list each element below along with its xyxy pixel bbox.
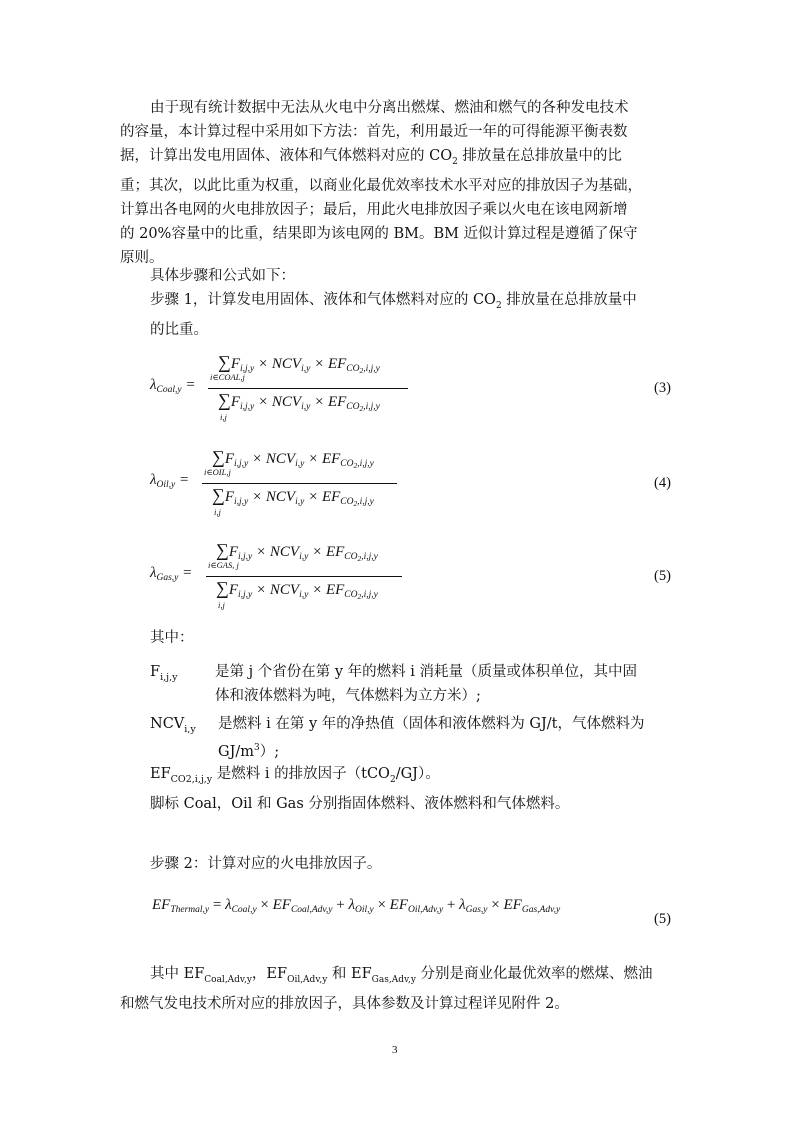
closing-paragraph (120, 962, 680, 1016)
equation-4 (150, 445, 680, 525)
intro-line-2: 的容量，本计算过程中采用如下方法：首先，利用最近一年的可得能源平衡表数 (120, 124, 628, 140)
equation-thermal (150, 895, 680, 935)
intro-line-3-sub: 2 (452, 156, 458, 167)
eq5-number: (5) (654, 568, 671, 584)
intro-line-1: 由于现有统计数据中无法从火电中分离出燃煤、燃油和燃气的各种发电技术 (150, 100, 629, 116)
eq4-number: (4) (654, 475, 671, 491)
step1-line-1 (150, 288, 680, 318)
intro-line-7: 原则。 (120, 249, 164, 266)
eq3-lhs: $\lambda_{Coal,y}$ = (150, 377, 196, 395)
eq3-denominator: $\sum F_{i,j,y} \times NCV_{i,y} \times EF_{CO_2,i,j,y}$ (218, 390, 380, 413)
step1-b: 排放量在总排放量中 (501, 292, 637, 308)
step2-title: 步骤 2：计算对应的火电排放因子。 (150, 856, 382, 872)
eq5-num-under: i∈GAS, j (208, 560, 239, 570)
def-f-line-2: 体和液体燃料为吨，气体燃料为立方米）; (215, 688, 481, 704)
def-ef: $EF_{CO2,i,j,y}$ 是燃料 i 的排放因子（tCO$_2$/GJ）。 (150, 766, 440, 785)
eq4-lhs: $\lambda_{Oil,y}$ = (150, 472, 190, 490)
intro-line-3 (120, 144, 680, 174)
eq4-numerator: $\sum F_{i,j,y} \times NCV_{i,y} \times EF_{CO_2,i,j,y}$ (212, 447, 374, 470)
def-f-line-1: 是第 j 个省份在第 y 年的燃料 i 消耗量（质量或体积单位，其中固 (215, 664, 637, 680)
eq3-num-under: i∈COAL,j (210, 372, 245, 382)
def-f-text (215, 660, 680, 708)
def-ncv-line-2: $GJ/m^3$）; (218, 743, 280, 760)
closing-line-2: 和燃气发电技术所对应的排放因子，具体参数及计算过程详见附件 2。 (120, 995, 569, 1012)
eq4-denominator: $\sum F_{i,j,y} \times NCV_{i,y} \times EF_{CO_2,i,j,y}$ (212, 485, 374, 508)
eq3-number: (3) (654, 380, 671, 396)
where-label: 其中： (150, 630, 194, 646)
eq3-numerator: $\sum F_{i,j,y} \times NCV_{i,y} \times EF_{CO_2,i,j,y}$ (218, 352, 380, 375)
def-ncv-symbol: $NCV_{i,y}$ (150, 716, 196, 735)
eq-thermal-number: (5) (654, 911, 671, 927)
intro-line-4: 重；其次，以此比重为权重，以商业化最优效率技术水平对应的排放因子为基础， (120, 177, 642, 194)
step1-paragraph (150, 288, 680, 342)
eq5-numerator: $\sum F_{i,j,y} \times NCV_{i,y} \times EF_{CO_2,i,j,y}$ (216, 540, 378, 563)
def-f-symbol: $F_{i,j,y}$ (150, 664, 178, 683)
page-number: 3 (392, 1044, 398, 1056)
eq5-den-under: i,j (218, 600, 225, 610)
eq5-fraction-bar (206, 576, 402, 577)
eq5-denominator: $\sum F_{i,j,y} \times NCV_{i,y} \times EF_{CO_2,i,j,y}$ (216, 578, 378, 601)
eq-thermal-body: $EF_{Thermal,y} = \lambda_{Coal,y} \times EF_{Coal,Adv,y} + \lambda_{Oil,y} \times EF_{Oil,Adv,y} + \lambda_{Gas,y} \times EF_{Gas,Adv,y}$ (152, 897, 561, 915)
intro-line-3-a: 据，计算出发电用固体、液体和气体燃料对应的 CO (120, 148, 453, 164)
equation-5 (150, 538, 680, 618)
def-ncv-line-1: 是燃料 i 在第 y 年的净热值（固体和液体燃料为 GJ/t，气体燃料为 (218, 716, 645, 732)
intro-line-6: 的 20%容量中的比重，结果即为该电网的 BM。BM 近似计算过程是遵循了保守 (120, 225, 638, 242)
eq3-den-under: i,j (220, 412, 227, 422)
closing-line-1: 其中 $EF_{Coal,Adv,y}$，$EF_{Oil,Adv,y}$ 和 $EF_{Gas,Adv,y}$ 分别是商业化最优效率的燃煤、燃油 (150, 966, 653, 985)
step1-sub: 2 (495, 300, 502, 311)
def-ncv-text (218, 712, 680, 764)
eq4-num-under: i∈OIL,j (204, 467, 231, 477)
equation-3 (150, 350, 680, 430)
eq4-den-under: i,j (214, 507, 221, 517)
step1-line-2: 的比重。 (150, 321, 208, 338)
step1-a: 步骤 1，计算发电用固体、液体和气体燃料对应的 CO (150, 292, 496, 308)
eq3-fraction-bar (208, 388, 408, 389)
eq5-lhs: $\lambda_{Gas,y}$ = (150, 565, 193, 583)
steps-intro: 具体步骤和公式如下： (150, 268, 295, 284)
intro-line-5: 计算出各电网的火电排放因子；最后，用此火电排放因子乘以火电在该电网新增 (120, 201, 628, 218)
suffix-note: 脚标 Coal，Oil 和 Gas 分别指固体燃料、液体燃料和气体燃料。 (150, 796, 570, 812)
eq4-fraction-bar (202, 483, 397, 484)
intro-paragraph (120, 96, 680, 270)
intro-line-3-b: 排放量在总排放量中的比 (457, 148, 622, 164)
